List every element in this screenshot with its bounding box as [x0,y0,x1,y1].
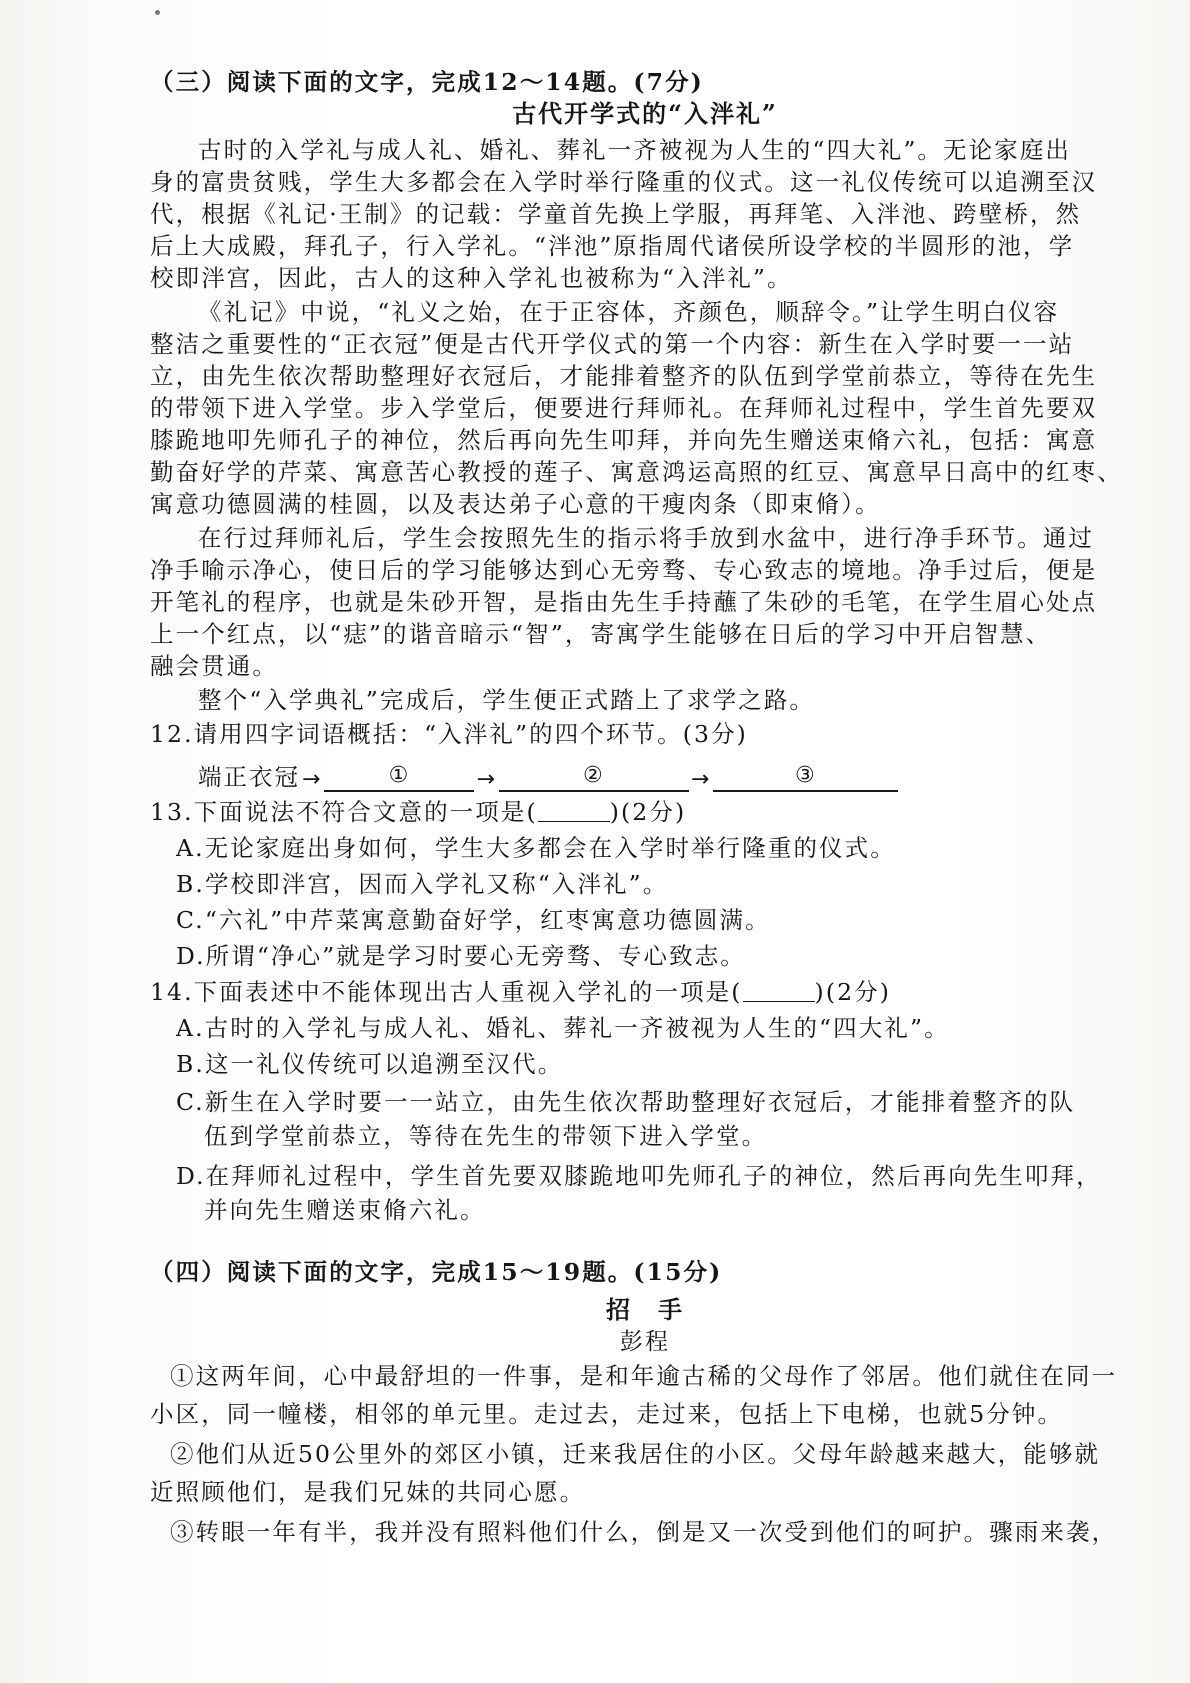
passage-line: 在行过拜师礼后，学生会按照先生的指示将手放到水盆中，进行净手环节。通过 [198,524,1094,552]
option-a: A.无论家庭出身如何，学生大多都会在入学时举行隆重的仪式。 [176,834,896,862]
section-4-heading: （四）阅读下面的文字，完成15～19题。(15分) [150,1258,723,1286]
passage-line: 膝跪地叩先师孔子的神位，然后再向先生叩拜，并向先生赠送束脩六礼，包括：寓意 [150,426,1098,454]
option-c: C.“六礼”中芹菜寓意勤奋好学，红枣寓意功德圆满。 [176,906,771,934]
speck [155,10,160,15]
passage-line: 融会贯通。 [150,652,278,680]
answer-paren[interactable] [538,797,610,822]
section-3-heading: （三）阅读下面的文字，完成12～14题。(7分) [150,68,704,96]
option-c: C.新生在入学时要一一站立，由先生依次帮助整理好衣冠后，才能排着整齐的队 [176,1088,1076,1116]
passage-line: 立，由先生依次帮助整理好衣冠后，才能排着整齐的队伍到学堂前恭立，等待在先生 [150,362,1098,390]
option-d: D.在拜师礼过程中，学生首先要双膝跪地叩先师孔子的神位，然后再向先生叩拜， [176,1162,1102,1190]
story-line: ③转眼一年有半，我并没有照料他们什么，倒是又一次受到他们的呵护。骤雨来袭， [170,1518,1118,1546]
passage-line: 净手喻示净心，使日后的学习能够达到心无旁骛、专心致志的境地。净手过后，便是 [150,556,1098,584]
passage-line: 后上大成殿，拜孔子，行入学礼。“泮池”原指周代诸侯所设学校的半圆形的池，学 [150,232,1075,260]
passage-line: 上一个红点，以“痣”的谐音暗示“智”，寄寓学生能够在日后的学习中开启智慧、 [150,620,1052,648]
answer-blank-1[interactable]: ① [324,762,474,792]
passage-line: 整洁之重要性的“正衣冠”便是古代开学仪式的第一个内容：新生在入学时要一一站 [150,330,1075,358]
question-14-stem: 14.下面表述中不能体现出古人重视入学礼的一项是( )(2分) [150,978,892,1006]
option-d-continued: 并向先生赠送束脩六礼。 [204,1196,486,1224]
right-arrow-icon: → [302,767,323,792]
story-line: 近照顾他们，是我们兄妹的共同心愿。 [150,1478,586,1506]
passage-line: 《礼记》中说，“礼义之始，在于正容体，齐颜色，顺辞令。”让学生明白仪容 [198,298,1060,326]
option-b: B.学校即泮宫，因而入学礼又称“入泮礼”。 [176,870,669,898]
passage-title: 古代开学式的“入泮礼” [512,99,778,128]
story-line: ①这两年间，心中最舒坦的一件事，是和年逾古稀的父母作了邻居。他们就住在同一 [170,1362,1118,1390]
story-line: ②他们从近50公里外的郊区小镇，迁来我居住的小区。父母年龄越来越大，能够就 [170,1440,1101,1468]
option-a: A.古时的入学礼与成人礼、婚礼、葬礼一齐被视为人生的“四大礼”。 [176,1014,950,1042]
answer-blank-2[interactable]: ② [499,762,689,792]
question-12-stem: 12.请用四字词语概括：“入泮礼”的四个环节。(3分) [150,720,748,748]
right-arrow-icon: → [476,767,497,792]
passage-line: 代，根据《礼记·王制》的记载：学童首先换上学服，再拜笔、入泮池、跨壁桥，然 [150,200,1082,228]
passage-line: 校即泮宫，因此，古人的这种入学礼也被称为“入泮礼”。 [150,264,793,292]
answer-blank-3[interactable]: ③ [713,762,898,792]
right-arrow-icon: → [690,767,712,792]
story-title: 招 手 [606,1295,684,1324]
passage-line: 的带领下进入学堂。步入学堂后，便要进行拜师礼。在拜师礼过程中，学生首先要双 [150,394,1098,422]
passage-line: 整个“入学典礼”完成后，学生便正式踏上了求学之路。 [198,686,816,714]
question-13-stem: 13.下面说法不符合文意的一项是( )(2分) [150,798,687,826]
option-b: B.这一礼仪传统可以追溯至汉代。 [176,1050,564,1078]
story-line: 小区，同一幢楼，相邻的单元里。走过去，走过来，包括上下电梯，也就5分钟。 [150,1400,1064,1428]
story-author: 彭程 [619,1329,671,1355]
passage-line: 身的富贵贫贱，学生大多都会在入学时举行隆重的仪式。这一礼仪传统可以追溯至汉 [150,168,1098,196]
step-first: 端正衣冠 [198,763,300,791]
question-12-answer-row [198,758,898,792]
option-d: D.所谓“净心”就是学习时要心无旁骛、专心致志。 [176,942,746,970]
passage-line: 寓意功德圆满的桂圆，以及表达弟子心意的干瘦肉条（即束脩）。 [150,490,881,518]
option-c-continued: 伍到学堂前恭立，等待在先生的带领下进入学堂。 [204,1122,768,1150]
answer-paren[interactable] [743,977,815,1002]
passage-line: 古时的入学礼与成人礼、婚礼、葬礼一齐被视为人生的“四大礼”。无论家庭出 [198,136,1072,164]
passage-line: 开笔礼的程序，也就是朱砂开智，是指由先生手持蘸了朱砂的毛笔，在学生眉心处点 [150,588,1098,616]
passage-line: 勤奋好学的芹菜、寓意苦心教授的莲子、寓意鸿运高照的红豆、寓意早日高中的红枣、 [150,458,1123,486]
